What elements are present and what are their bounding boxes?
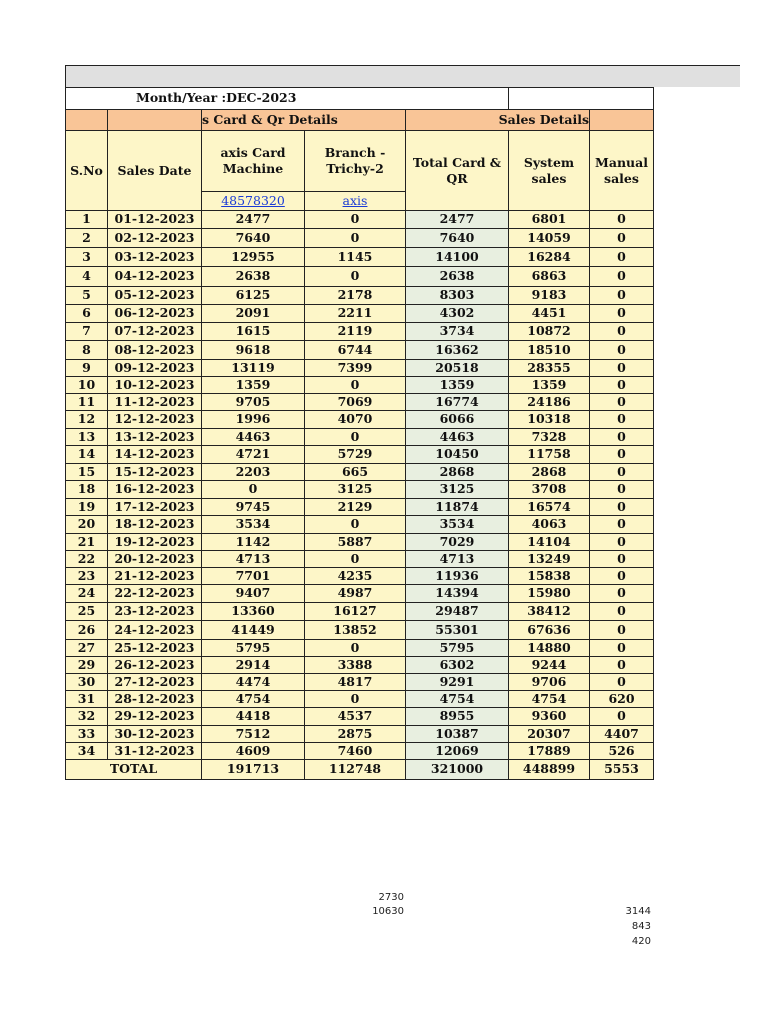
cell-total-card-qr: 16362 <box>406 341 509 360</box>
total-branch: 112748 <box>305 760 406 780</box>
group-blank-2 <box>108 110 202 131</box>
table-row <box>66 499 654 516</box>
cell-system-sales: 16284 <box>509 248 590 267</box>
cell-branch: 0 <box>305 429 406 446</box>
table-row <box>66 287 654 305</box>
cell-manual-sales: 0 <box>590 657 654 674</box>
cell-manual-sales: 0 <box>590 499 654 516</box>
col-manual-sales-header: Manual sales <box>590 131 654 211</box>
cell-date: 26-12-2023 <box>108 657 202 674</box>
cell-sno: 33 <box>66 726 108 743</box>
cell-total-card-qr: 6302 <box>406 657 509 674</box>
total-row <box>66 760 654 780</box>
total-label: TOTAL <box>66 760 202 780</box>
cell-total-card-qr: 55301 <box>406 621 509 640</box>
table-row <box>66 377 654 394</box>
cell-system-sales: 6863 <box>509 267 590 287</box>
cell-total-card-qr: 3734 <box>406 323 509 341</box>
cell-sno: 32 <box>66 708 108 726</box>
cell-manual-sales: 0 <box>590 640 654 657</box>
table-row <box>66 551 654 568</box>
note-value: 420 <box>631 936 651 947</box>
cell-manual-sales: 0 <box>590 229 654 248</box>
cell-date: 19-12-2023 <box>108 534 202 551</box>
cell-sno: 8 <box>66 341 108 360</box>
cell-branch: 2211 <box>305 305 406 323</box>
cell-system-sales: 14104 <box>509 534 590 551</box>
cell-total-card-qr: 1359 <box>406 377 509 394</box>
cell-axis-card: 2638 <box>202 267 305 287</box>
cell-total-card-qr: 14100 <box>406 248 509 267</box>
cell-sno: 13 <box>66 429 108 446</box>
cell-system-sales: 28355 <box>509 360 590 377</box>
cell-system-sales: 3708 <box>509 481 590 499</box>
cell-sno: 6 <box>66 305 108 323</box>
cell-system-sales: 9706 <box>509 674 590 691</box>
table-row <box>66 516 654 534</box>
cell-system-sales: 1359 <box>509 377 590 394</box>
cell-total-card-qr: 4713 <box>406 551 509 568</box>
cell-date: 31-12-2023 <box>108 743 202 760</box>
col-axis-card-header: axis Card Machine <box>202 131 305 192</box>
cell-axis-card: 0 <box>202 481 305 499</box>
cell-manual-sales: 0 <box>590 568 654 585</box>
table-row <box>66 481 654 499</box>
cell-sno: 34 <box>66 743 108 760</box>
cell-axis-card: 1359 <box>202 377 305 394</box>
total-system-sales: 448899 <box>509 760 590 780</box>
cell-axis-card: 4609 <box>202 743 305 760</box>
cell-system-sales: 15838 <box>509 568 590 585</box>
cell-branch: 13852 <box>305 621 406 640</box>
cell-date: 10-12-2023 <box>108 377 202 394</box>
cell-axis-card: 13360 <box>202 603 305 621</box>
cell-manual-sales: 0 <box>590 360 654 377</box>
cell-branch: 7399 <box>305 360 406 377</box>
cell-date: 04-12-2023 <box>108 267 202 287</box>
table-row <box>66 360 654 377</box>
cell-total-card-qr: 7640 <box>406 229 509 248</box>
cell-branch: 0 <box>305 691 406 708</box>
table-row <box>66 248 654 267</box>
table-row <box>66 708 654 726</box>
cell-sno: 20 <box>66 516 108 534</box>
cell-axis-card: 7701 <box>202 568 305 585</box>
cell-sno: 30 <box>66 674 108 691</box>
cell-sno: 1 <box>66 211 108 229</box>
table-row <box>66 267 654 287</box>
cell-axis-card: 7640 <box>202 229 305 248</box>
cell-manual-sales: 0 <box>590 621 654 640</box>
cell-total-card-qr: 20518 <box>406 360 509 377</box>
cell-sno: 25 <box>66 603 108 621</box>
table-row <box>66 305 654 323</box>
cell-sno: 29 <box>66 657 108 674</box>
cell-branch: 4070 <box>305 411 406 429</box>
cell-date: 06-12-2023 <box>108 305 202 323</box>
cell-total-card-qr: 7029 <box>406 534 509 551</box>
cell-axis-card: 2477 <box>202 211 305 229</box>
cell-axis-card: 9618 <box>202 341 305 360</box>
cell-axis-card: 4754 <box>202 691 305 708</box>
cell-total-card-qr: 2477 <box>406 211 509 229</box>
cell-axis-card: 13119 <box>202 360 305 377</box>
cell-date: 15-12-2023 <box>108 464 202 481</box>
cell-total-card-qr: 14394 <box>406 585 509 603</box>
cell-date: 22-12-2023 <box>108 585 202 603</box>
cell-manual-sales: 0 <box>590 446 654 464</box>
cell-sno: 21 <box>66 534 108 551</box>
table-row <box>66 429 654 446</box>
cell-branch: 0 <box>305 229 406 248</box>
month-year-title: Month/Year :DEC-2023 <box>66 88 509 110</box>
table-row <box>66 603 654 621</box>
cell-system-sales: 10872 <box>509 323 590 341</box>
axis-number-link[interactable]: 48578320 <box>221 192 285 208</box>
col-system-sales-header: System sales <box>509 131 590 211</box>
cell-total-card-qr: 2638 <box>406 267 509 287</box>
table-row <box>66 323 654 341</box>
cell-date: 11-12-2023 <box>108 394 202 411</box>
cell-sno: 2 <box>66 229 108 248</box>
table-row <box>66 534 654 551</box>
cell-system-sales: 15980 <box>509 585 590 603</box>
cell-date: 01-12-2023 <box>108 211 202 229</box>
cell-axis-card: 4474 <box>202 674 305 691</box>
table-row <box>66 341 654 360</box>
cell-date: 17-12-2023 <box>108 499 202 516</box>
cell-manual-sales: 0 <box>590 481 654 499</box>
cell-system-sales: 38412 <box>509 603 590 621</box>
cell-sno: 22 <box>66 551 108 568</box>
col-sno-header: S.No <box>66 131 108 211</box>
cell-branch: 4987 <box>305 585 406 603</box>
cell-date: 28-12-2023 <box>108 691 202 708</box>
cell-manual-sales: 0 <box>590 377 654 394</box>
col-date-header: Sales Date <box>108 131 202 211</box>
cell-date: 21-12-2023 <box>108 568 202 585</box>
cell-manual-sales: 0 <box>590 585 654 603</box>
cell-axis-card: 1142 <box>202 534 305 551</box>
cell-date: 30-12-2023 <box>108 726 202 743</box>
cell-manual-sales: 0 <box>590 464 654 481</box>
cell-date: 09-12-2023 <box>108 360 202 377</box>
cell-total-card-qr: 10450 <box>406 446 509 464</box>
cell-axis-card: 3534 <box>202 516 305 534</box>
cell-manual-sales: 0 <box>590 411 654 429</box>
cell-date: 12-12-2023 <box>108 411 202 429</box>
cell-manual-sales: 0 <box>590 267 654 287</box>
cell-sno: 15 <box>66 464 108 481</box>
cell-system-sales: 20307 <box>509 726 590 743</box>
table-row <box>66 674 654 691</box>
cell-branch: 3388 <box>305 657 406 674</box>
cell-sno: 5 <box>66 287 108 305</box>
cell-manual-sales: 0 <box>590 341 654 360</box>
cell-sno: 14 <box>66 446 108 464</box>
cell-branch: 665 <box>305 464 406 481</box>
total-axis-card: 191713 <box>202 760 305 780</box>
table-row <box>66 640 654 657</box>
cell-branch: 2119 <box>305 323 406 341</box>
cell-system-sales: 4451 <box>509 305 590 323</box>
sheet-top-band <box>65 65 740 87</box>
cell-date: 24-12-2023 <box>108 621 202 640</box>
cell-date: 16-12-2023 <box>108 481 202 499</box>
table-row <box>66 691 654 708</box>
cell-system-sales: 6801 <box>509 211 590 229</box>
table-row <box>66 411 654 429</box>
cell-date: 14-12-2023 <box>108 446 202 464</box>
cell-branch: 0 <box>305 211 406 229</box>
cell-sno: 19 <box>66 499 108 516</box>
cell-axis-card: 4721 <box>202 446 305 464</box>
cell-total-card-qr: 4754 <box>406 691 509 708</box>
cell-system-sales: 9244 <box>509 657 590 674</box>
cell-sno: 31 <box>66 691 108 708</box>
cell-axis-card: 2914 <box>202 657 305 674</box>
cell-date: 13-12-2023 <box>108 429 202 446</box>
total-manual-sales: 5553 <box>590 760 654 780</box>
cell-axis-card: 41449 <box>202 621 305 640</box>
cell-sno: 12 <box>66 411 108 429</box>
cell-total-card-qr: 3534 <box>406 516 509 534</box>
total-card-qr: 321000 <box>406 760 509 780</box>
cell-date: 23-12-2023 <box>108 603 202 621</box>
cell-axis-card: 9745 <box>202 499 305 516</box>
cell-system-sales: 4754 <box>509 691 590 708</box>
cell-system-sales: 2868 <box>509 464 590 481</box>
cell-date: 29-12-2023 <box>108 708 202 726</box>
cell-manual-sales: 0 <box>590 211 654 229</box>
cell-total-card-qr: 8955 <box>406 708 509 726</box>
cell-axis-card: 1615 <box>202 323 305 341</box>
sales-table <box>65 87 654 780</box>
cell-manual-sales: 0 <box>590 248 654 267</box>
cell-branch: 7460 <box>305 743 406 760</box>
cell-branch: 6744 <box>305 341 406 360</box>
cell-total-card-qr: 11936 <box>406 568 509 585</box>
cell-system-sales: 24186 <box>509 394 590 411</box>
cell-date: 27-12-2023 <box>108 674 202 691</box>
cell-system-sales: 7328 <box>509 429 590 446</box>
cell-branch: 4235 <box>305 568 406 585</box>
cell-manual-sales: 620 <box>590 691 654 708</box>
col-branch-header: Branch - Trichy-2 <box>305 131 406 192</box>
cell-date: 25-12-2023 <box>108 640 202 657</box>
table-row <box>66 568 654 585</box>
cell-total-card-qr: 8303 <box>406 287 509 305</box>
cell-sno: 18 <box>66 481 108 499</box>
group-blank-1 <box>66 110 108 131</box>
cell-system-sales: 13249 <box>509 551 590 568</box>
cell-sno: 23 <box>66 568 108 585</box>
cell-system-sales: 11758 <box>509 446 590 464</box>
cell-date: 08-12-2023 <box>108 341 202 360</box>
cell-axis-card: 2091 <box>202 305 305 323</box>
note-value: 2730 <box>378 892 404 903</box>
cell-sno: 11 <box>66 394 108 411</box>
cell-branch: 2129 <box>305 499 406 516</box>
cell-system-sales: 18510 <box>509 341 590 360</box>
cell-total-card-qr: 6066 <box>406 411 509 429</box>
cell-manual-sales: 0 <box>590 674 654 691</box>
cell-branch: 4537 <box>305 708 406 726</box>
cell-branch: 0 <box>305 551 406 568</box>
group-blank-3 <box>590 110 654 131</box>
cell-manual-sales: 0 <box>590 516 654 534</box>
cell-manual-sales: 0 <box>590 394 654 411</box>
note-value: 843 <box>631 921 651 932</box>
cell-axis-card: 1996 <box>202 411 305 429</box>
table-row <box>66 394 654 411</box>
cell-sno: 24 <box>66 585 108 603</box>
cell-total-card-qr: 2868 <box>406 464 509 481</box>
cell-axis-card: 2203 <box>202 464 305 481</box>
cell-manual-sales: 0 <box>590 305 654 323</box>
cell-sno: 4 <box>66 267 108 287</box>
cell-axis-card: 9705 <box>202 394 305 411</box>
cell-axis-card: 12955 <box>202 248 305 267</box>
cell-branch: 0 <box>305 377 406 394</box>
cell-manual-sales: 0 <box>590 287 654 305</box>
cell-system-sales: 17889 <box>509 743 590 760</box>
cell-branch: 7069 <box>305 394 406 411</box>
cell-date: 18-12-2023 <box>108 516 202 534</box>
axis-link[interactable]: axis <box>342 192 368 208</box>
cell-branch: 5729 <box>305 446 406 464</box>
cell-total-card-qr: 11874 <box>406 499 509 516</box>
cell-sno: 26 <box>66 621 108 640</box>
cell-branch: 3125 <box>305 481 406 499</box>
cell-manual-sales: 0 <box>590 323 654 341</box>
cell-total-card-qr: 16774 <box>406 394 509 411</box>
sales-details-header: Sales Details <box>406 110 590 131</box>
cell-system-sales: 4063 <box>509 516 590 534</box>
cell-manual-sales: 0 <box>590 551 654 568</box>
cell-manual-sales: 0 <box>590 534 654 551</box>
cell-system-sales: 9360 <box>509 708 590 726</box>
cell-date: 20-12-2023 <box>108 551 202 568</box>
cell-axis-card: 4463 <box>202 429 305 446</box>
cell-branch: 0 <box>305 516 406 534</box>
cell-total-card-qr: 4463 <box>406 429 509 446</box>
cell-system-sales: 67636 <box>509 621 590 640</box>
cell-sno: 3 <box>66 248 108 267</box>
cell-manual-sales: 4407 <box>590 726 654 743</box>
cell-manual-sales: 0 <box>590 603 654 621</box>
cell-date: 03-12-2023 <box>108 248 202 267</box>
cell-branch: 5887 <box>305 534 406 551</box>
table-row <box>66 726 654 743</box>
cell-total-card-qr: 12069 <box>406 743 509 760</box>
cell-date: 05-12-2023 <box>108 287 202 305</box>
blank-header-cell <box>509 88 654 110</box>
cell-branch: 16127 <box>305 603 406 621</box>
note-value: 10630 <box>372 906 404 917</box>
cell-total-card-qr: 10387 <box>406 726 509 743</box>
cell-system-sales: 14059 <box>509 229 590 248</box>
table-row <box>66 229 654 248</box>
cell-axis-card: 7512 <box>202 726 305 743</box>
cell-branch: 4817 <box>305 674 406 691</box>
cell-branch: 0 <box>305 640 406 657</box>
col-total-card-qr-header: Total Card & QR <box>406 131 509 211</box>
cell-axis-card: 4713 <box>202 551 305 568</box>
cell-date: 07-12-2023 <box>108 323 202 341</box>
cell-manual-sales: 526 <box>590 743 654 760</box>
cell-sno: 10 <box>66 377 108 394</box>
cell-date: 02-12-2023 <box>108 229 202 248</box>
cell-axis-card: 6125 <box>202 287 305 305</box>
cell-sno: 9 <box>66 360 108 377</box>
cell-sno: 27 <box>66 640 108 657</box>
note-value: 3144 <box>625 906 651 917</box>
table-row <box>66 464 654 481</box>
cell-total-card-qr: 5795 <box>406 640 509 657</box>
table-row <box>66 446 654 464</box>
cell-system-sales: 14880 <box>509 640 590 657</box>
table-row <box>66 657 654 674</box>
cell-sno: 7 <box>66 323 108 341</box>
cell-total-card-qr: 4302 <box>406 305 509 323</box>
cell-total-card-qr: 9291 <box>406 674 509 691</box>
cell-axis-card: 5795 <box>202 640 305 657</box>
card-qr-details-header: s Card & Qr Details <box>202 110 406 131</box>
table-row <box>66 621 654 640</box>
cell-system-sales: 10318 <box>509 411 590 429</box>
cell-branch: 1145 <box>305 248 406 267</box>
table-row <box>66 585 654 603</box>
cell-system-sales: 9183 <box>509 287 590 305</box>
table-row <box>66 211 654 229</box>
cell-axis-card: 9407 <box>202 585 305 603</box>
cell-branch: 2178 <box>305 287 406 305</box>
cell-manual-sales: 0 <box>590 708 654 726</box>
cell-total-card-qr: 29487 <box>406 603 509 621</box>
cell-total-card-qr: 3125 <box>406 481 509 499</box>
cell-branch: 0 <box>305 267 406 287</box>
cell-axis-card: 4418 <box>202 708 305 726</box>
cell-system-sales: 16574 <box>509 499 590 516</box>
table-row <box>66 743 654 760</box>
cell-manual-sales: 0 <box>590 429 654 446</box>
cell-branch: 2875 <box>305 726 406 743</box>
